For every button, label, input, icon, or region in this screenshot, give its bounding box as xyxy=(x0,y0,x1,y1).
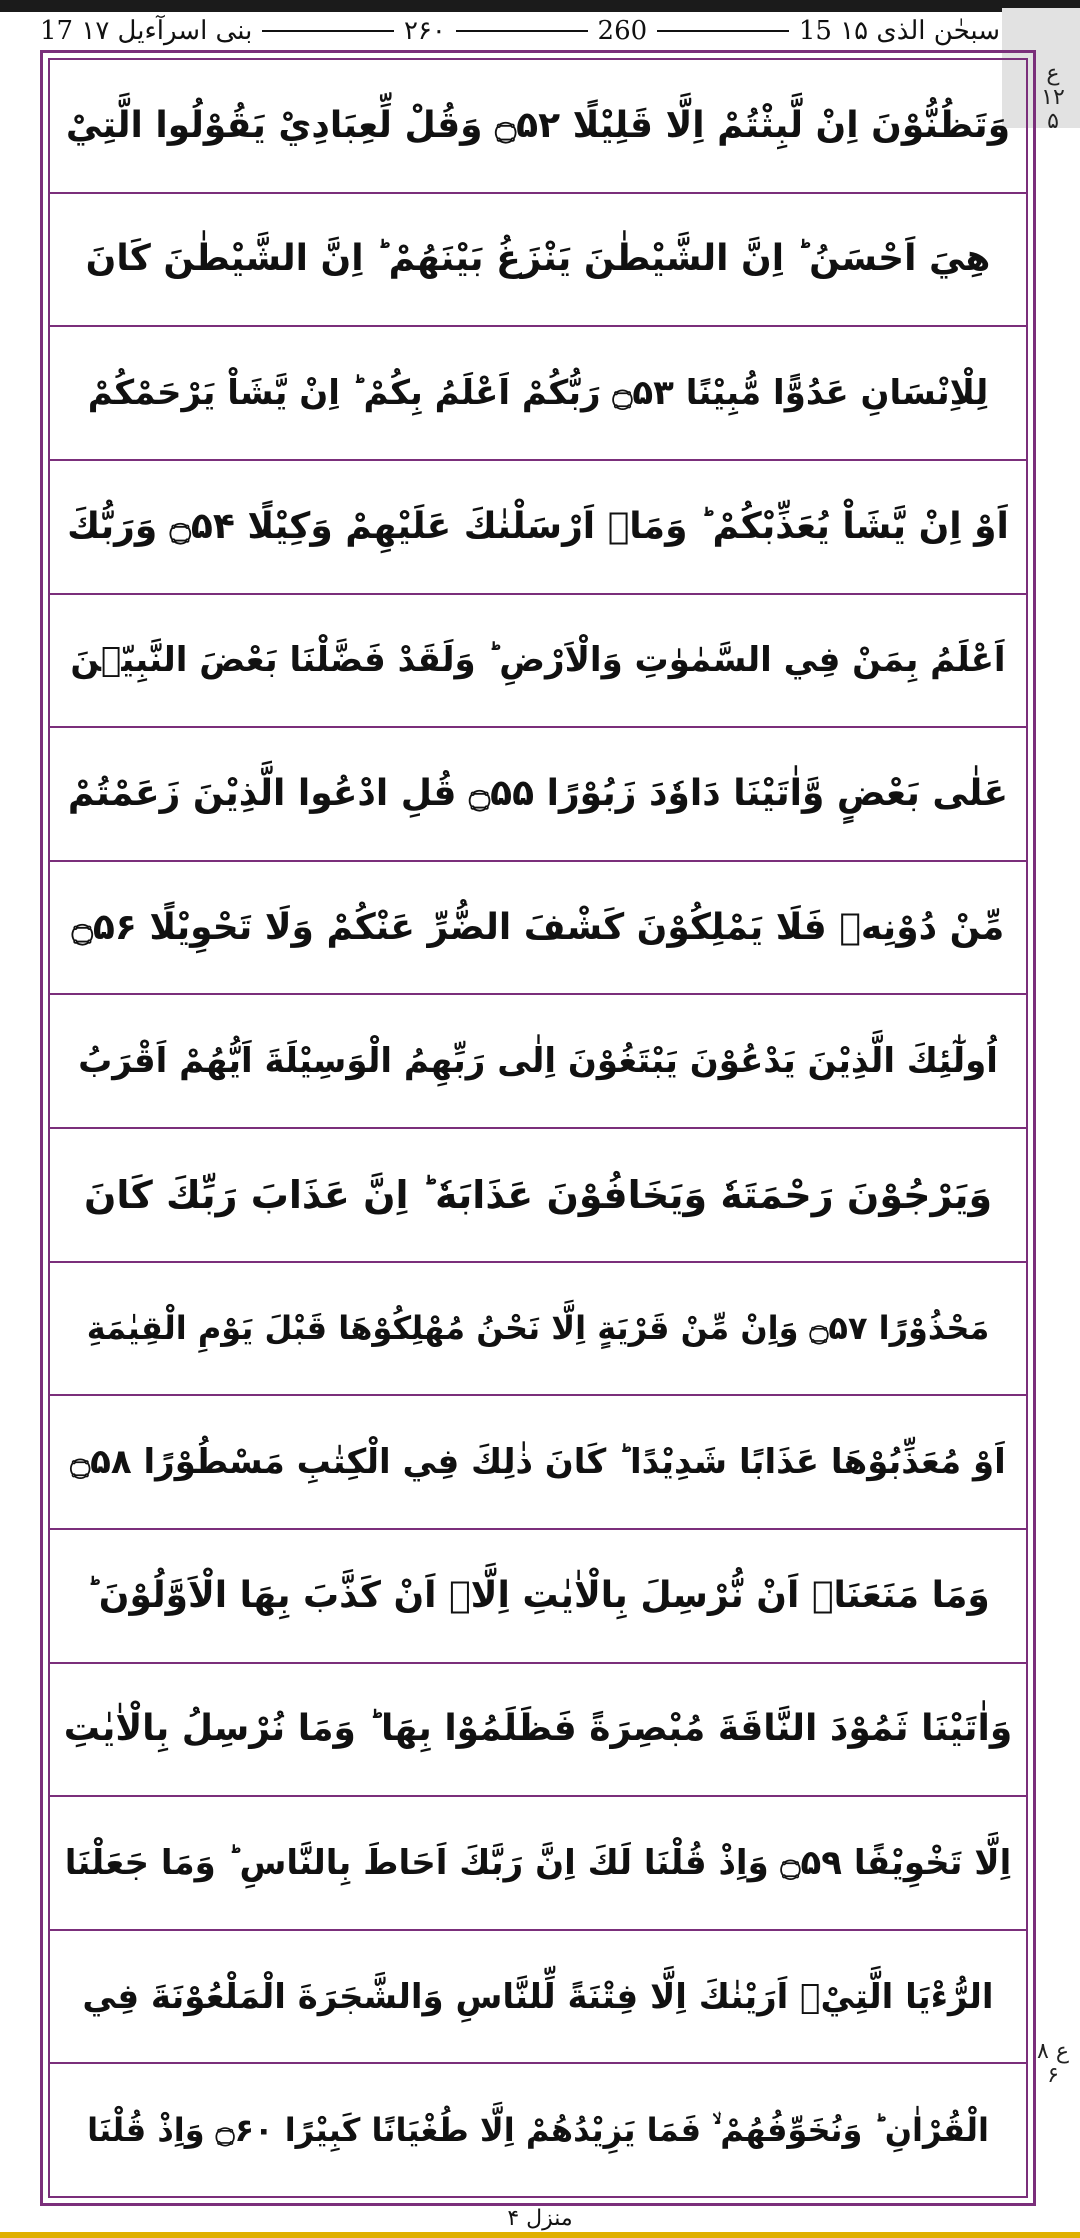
text-line: اَعْلَمُ بِمَنْ فِي السَّمٰوٰتِ وَالْاَرْضِ ؕ وَلَقَدْ فَضَّلْنَا بَعْضَ النَّبِيّٖنَ xyxy=(50,595,1026,729)
text-line: مَحْذُوْرًا ۝۵۷ وَاِنْ مِّنْ قَرْيَةٍ اِلَّا نَحْنُ مُهْلِكُوْهَا قَبْلَ يَوْمِ الْقِيٰمَةِ xyxy=(50,1263,1026,1397)
text-line: وَيَرْجُوْنَ رَحْمَتَهٗ وَيَخَافُوْنَ عَذَابَهٗ ؕ اِنَّ عَذَابَ رَبِّكَ كَانَ xyxy=(50,1129,1026,1263)
text-line: اَوْ اِنْ يَّشَاْ يُعَذِّبْكُمْ ؕ وَمَاۤ اَرْسَلْنٰكَ عَلَيْهِمْ وَكِيْلًا ۝۵۴ وَرَبُّكَ xyxy=(50,461,1026,595)
ruku-marker-top: ع ۱۲ ۵ xyxy=(1041,61,1065,135)
manzil-footer: منزل ۴ xyxy=(507,2206,573,2231)
text-line: اَوْ مُعَذِّبُوْهَا عَذَابًا شَدِيْدًا ؕ كَانَ ذٰلِكَ فِي الْكِتٰبِ مَسْطُوْرًا ۝۵۸ xyxy=(50,1396,1026,1530)
text-line: وَاٰتَيْنَا ثَمُوْدَ النَّاقَةَ مُبْصِرَةً فَظَلَمُوْا بِهَا ؕ وَمَا نُرْسِلُ بِالْاٰيٰتِ xyxy=(50,1664,1026,1798)
page-number: 260 xyxy=(597,16,648,46)
page-header xyxy=(40,12,1000,50)
surah-label: 17 بنی اسرآءیل ۱۷ xyxy=(40,16,253,46)
page-number-arabic: ۲۶۰ xyxy=(403,16,446,46)
text-line: مِّنْ دُوْنِهٖ فَلَا يَمْلِكُوْنَ كَشْفَ الضُّرِّ عَنْكُمْ وَلَا تَحْوِيْلًا ۝۵۶ xyxy=(50,862,1026,996)
text-line: وَمَا مَنَعَنَاۤ اَنْ نُّرْسِلَ بِالْاٰيٰتِ اِلَّاۤ اَنْ كَذَّبَ بِهَا الْاَوَّلُوْنَ ؕ xyxy=(50,1530,1026,1664)
status-bar xyxy=(0,0,1080,12)
text-line: لِلْاِنْسَانِ عَدُوًّا مُّبِيْنًا ۝۵۳ رَبُّكُمْ اَعْلَمُ بِكُمْ ؕ اِنْ يَّشَاْ يَرْحَمْكُمْ xyxy=(50,327,1026,461)
header-rule xyxy=(456,30,588,32)
header-rule xyxy=(657,30,789,32)
ruku-marker-bottom: ع ۸ ۶ xyxy=(1037,2039,1069,2089)
text-line: الرُّءْيَا الَّتِيْۤ اَرَيْنٰكَ اِلَّا فِتْنَةً لِّلنَّاسِ وَالشَّجَرَةَ الْمَلْعُوْنَةَ فِي xyxy=(50,1931,1026,2065)
text-line: اُولٰٓئِكَ الَّذِيْنَ يَدْعُوْنَ يَبْتَغُوْنَ اِلٰى رَبِّهِمُ الْوَسِيْلَةَ اَيُّهُمْ اَقْرَبُ xyxy=(50,995,1026,1129)
quran-text-block xyxy=(48,58,1028,2198)
text-line: هِيَ اَحْسَنُ ؕ اِنَّ الشَّيْطٰنَ يَنْزَغُ بَيْنَهُمْ ؕ اِنَّ الشَّيْطٰنَ كَانَ xyxy=(50,194,1026,328)
text-line: عَلٰى بَعْضٍ وَّاٰتَيْنَا دَاوٗدَ زَبُوْرًا ۝۵۵ قُلِ ادْعُوا الَّذِيْنَ زَعَمْتُمْ xyxy=(50,728,1026,862)
text-line: اِلَّا تَخْوِيْفًا ۝۵۹ وَاِذْ قُلْنَا لَكَ اِنَّ رَبَّكَ اَحَاطَ بِالنَّاسِ ؕ وَمَا جَعَلْنَا xyxy=(50,1797,1026,1931)
text-line: الْقُرْاٰنِ ؕ وَنُخَوِّفُهُمْ ۙ فَمَا يَزِيْدُهُمْ اِلَّا طُغْيَانًا كَبِيْرًا ۝۶۰ وَاِذْ قُلْنَا xyxy=(87,2111,989,2150)
bottom-bar xyxy=(0,2232,1080,2238)
text-line: وَتَظُنُّوْنَ اِنْ لَّبِثْتُمْ اِلَّا قَلِيْلًا ۝۵۲ وَقُلْ لِّعِبَادِيْ يَقُوْلُوا الَّتِيْ xyxy=(50,60,1026,194)
header-rule xyxy=(262,30,394,32)
juz-label: 15 سبحٰن الذی ۱۵ xyxy=(798,16,1001,46)
